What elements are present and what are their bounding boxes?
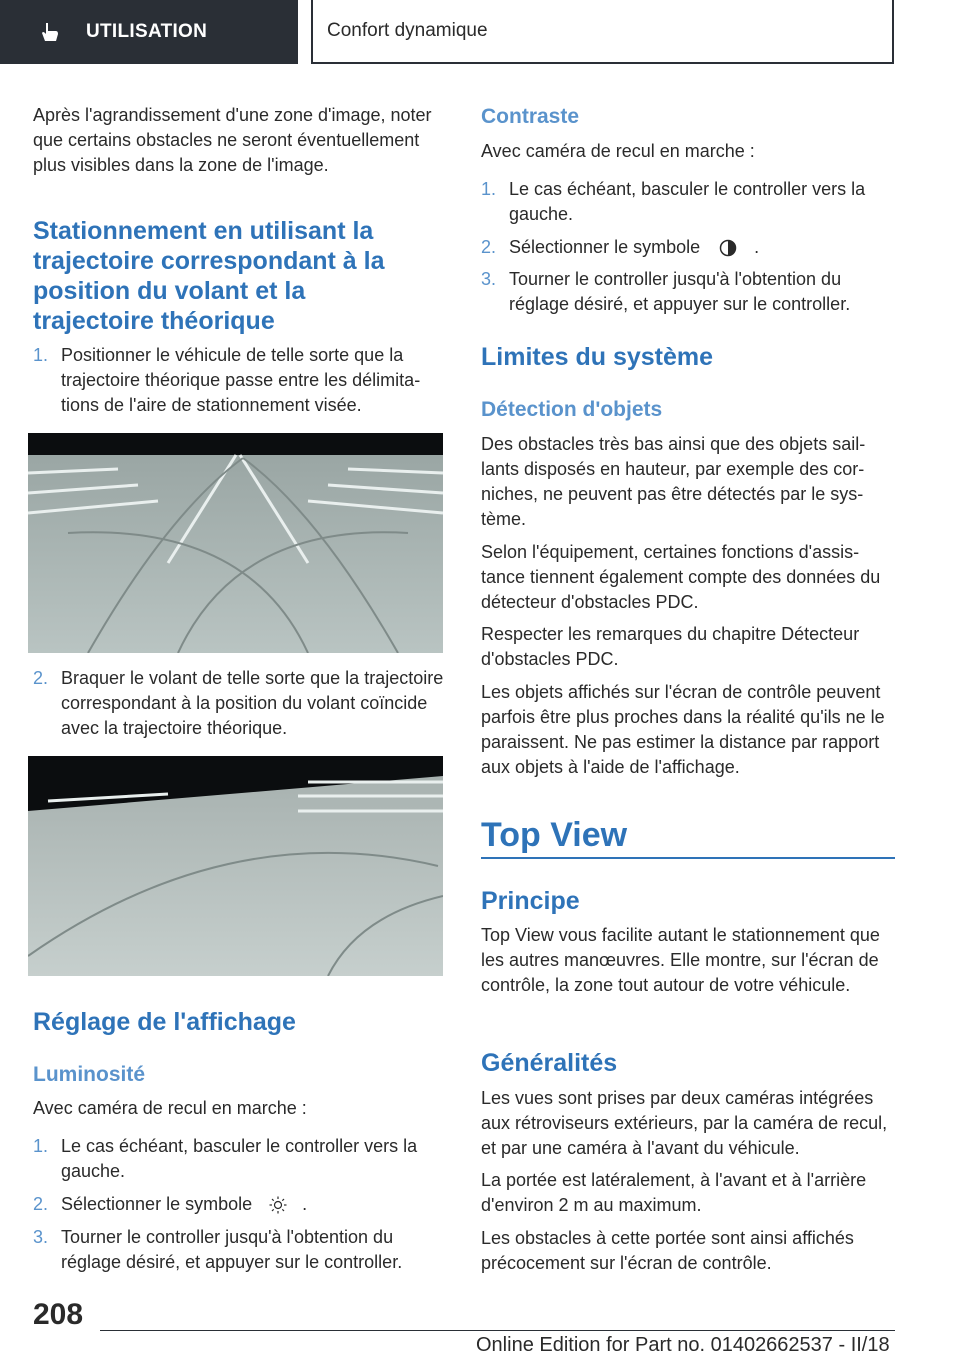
chapter-tab[interactable] bbox=[0, 0, 298, 64]
step-number: 2. bbox=[481, 237, 497, 257]
detection-paragraph: Selon l'équipement, certaines fonctions d'assistance tiennent également compte des données du détecteur d'obstacles PDC. bbox=[481, 542, 881, 612]
detection-paragraph: Des obstacles très bas ainsi que des objets saillants disposés en hauteur, par exemple des corniches, ne peuvent pas être détectés par le système. bbox=[481, 434, 866, 529]
step-text: Tourner le controller jusqu'à l'obtention du réglage désiré, et appuyer sur le controller. bbox=[509, 269, 851, 314]
step-text: Le cas échéant, basculer le controller vers la gauche. bbox=[61, 1136, 418, 1181]
step-text: Le cas échéant, basculer le controller vers la gauche. bbox=[509, 179, 866, 224]
detection-paragraph: Respecter les remarques du chapitre Détecteur d'obstacles PDC. bbox=[481, 624, 860, 669]
brightness-sun-icon bbox=[269, 1196, 287, 1214]
step-number: 2. bbox=[33, 668, 49, 688]
step-text: Positionner le véhicule de telle sorte que la trajectoire théorique passe entre les délimitations de l'aire de stationnement visée. bbox=[61, 345, 421, 415]
step-text: Braquer le volant de telle sorte que la trajectoire correspondant à la position du volant coïncide avec la trajectoire théorique. bbox=[61, 668, 444, 738]
limits-heading: Limites du système bbox=[481, 343, 714, 371]
footer-rule bbox=[100, 1330, 895, 1331]
general-paragraph: Les obstacles à cette portée sont ainsi affichés précocement sur l'écran de contrôle. bbox=[481, 1228, 854, 1273]
page-number: 208 bbox=[33, 1298, 84, 1331]
step-text bbox=[61, 1192, 446, 1217]
heading-rule bbox=[481, 857, 895, 859]
step-text-main: Sélectionner le symbole bbox=[509, 237, 701, 257]
parking-heading: Stationnement en utilisant la trajectoire correspondant à la position du volant et la trajectoire théorique bbox=[33, 217, 385, 335]
brightness-intro: Avec caméra de recul en marche : bbox=[33, 1098, 307, 1118]
step-text-end: . bbox=[302, 1194, 308, 1214]
step-number: 3. bbox=[481, 269, 497, 289]
principle-paragraph: Top View vous facilite autant le stationnement que les autres manœuvres. Elle montre, sur l'écran de contrôle, la zone tout autour de votre véhicule. bbox=[481, 925, 880, 995]
step-number: 3. bbox=[33, 1227, 49, 1247]
contrast-heading: Contraste bbox=[481, 105, 580, 128]
step-text-main: Sélectionner le symbole bbox=[61, 1194, 253, 1214]
step-number: 1. bbox=[33, 345, 49, 365]
principle-heading: Principe bbox=[481, 887, 580, 915]
intro-paragraph: Après l'agrandissement d'une zone d'image, noter que certains obstacles ne seront éventuellement plus visibles dans la zone de l'image. bbox=[33, 105, 432, 175]
step-number: 2. bbox=[33, 1194, 49, 1214]
step-text-end: . bbox=[754, 237, 760, 257]
topview-heading: Top View bbox=[481, 816, 628, 854]
step-number: 1. bbox=[33, 1136, 49, 1156]
contrast-half-circle-icon bbox=[719, 239, 737, 257]
hand-pointer-icon bbox=[40, 22, 60, 42]
camera-image-trajectories bbox=[28, 433, 443, 653]
edition-note: Online Edition for Part no. 01402662537 - II/18 bbox=[476, 1334, 890, 1356]
camera-image-alignment bbox=[28, 756, 443, 976]
brightness-heading: Luminosité bbox=[33, 1063, 146, 1086]
section-title bbox=[311, 0, 894, 64]
display-heading: Réglage de l'affichage bbox=[33, 1008, 296, 1036]
general-paragraph: Les vues sont prises par deux caméras intégrées aux rétroviseurs extérieurs, par la caméra de recul, et par une caméra à l'avant du véhicule. bbox=[481, 1088, 888, 1158]
section-label: Confort dynamique bbox=[327, 20, 488, 41]
step-text: Tourner le controller jusqu'à l'obtention du réglage désiré, et appuyer sur le controller. bbox=[61, 1227, 403, 1272]
detection-paragraph: Les objets affichés sur l'écran de contrôle peuvent parfois être plus proches dans la réalité qu'ils ne le paraissent. Ne pas estimer la distance par rapport aux objets à l'aide de l'affichage. bbox=[481, 682, 885, 777]
chapter-label: UTILISATION bbox=[86, 21, 208, 42]
step-text bbox=[509, 235, 889, 260]
detection-heading: Détection d'objets bbox=[481, 398, 663, 421]
general-paragraph: La portée est latéralement, à l'avant et à l'arrière d'environ 2 m au maximum. bbox=[481, 1170, 867, 1215]
contrast-intro: Avec caméra de recul en marche : bbox=[481, 141, 755, 161]
step-number: 1. bbox=[481, 179, 497, 199]
general-heading: Généralités bbox=[481, 1049, 618, 1077]
